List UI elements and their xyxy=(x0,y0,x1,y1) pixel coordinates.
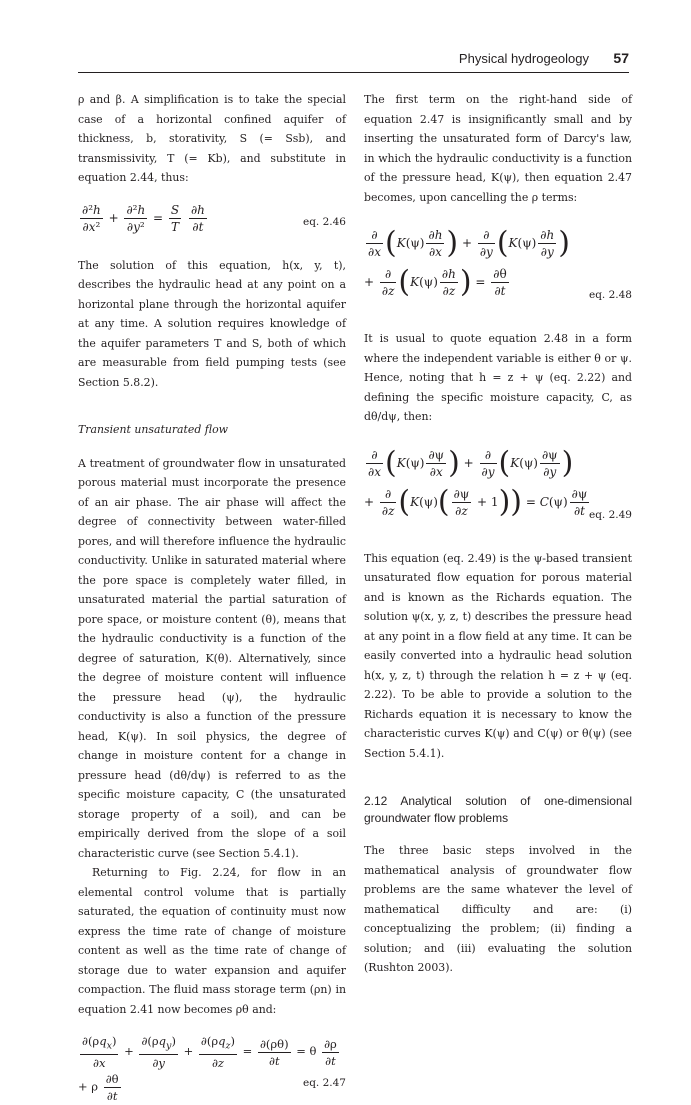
equation-2-46: $\frac{\text{∂²h}}{\text{∂x²}}$ + $\frac{\text{∂²h}}{\text{∂y²}}$ = $\frac{S}{T}$ $\frac{\partial h}{\partial t}$ eq. 2.46 xyxy=(82,202,346,234)
equation-number: eq. 2.49 xyxy=(589,508,632,521)
paragraph: The solution of this equation, h(x, y, t), describes the hydraulic head at any point on a horizontal plane through the horizontal aquifer at any time. A solution requires knowledge of the aquifer parameters T and S, both of which are measurable from field pumping tests (see Section 5.8.2). xyxy=(78,258,346,389)
equation-2-47: $\frac{\partial(\rho q_x)}{\partial x}$ + $\frac{\partial(\rho q_y)}{\partial y}$ + $\frac{\partial(\rho q_z)}{\partial z}$ = $\frac{\partial(\rho\theta)}{\partial t}$ = θ $\frac{\partial\rho}{\partial t}$ + ρ $\frac{\partial\theta}{\partial t}$ eq. 2.47 xyxy=(78,1034,346,1104)
paragraph: This equation (eq. 2.49) is the ψ-based transient unsaturated flow equation for porous material and is known as the Richards equation. The solution ψ(x, y, z, t) describes the pressure head at any point in a flow field at any time. It can be easily converted into a hydraulic head solution h(x, y, z, t) through the relation h = z + ψ (eq. 2.22). To be able to provide a solution to the Richards equation it is necessary to know the characteristic curves K(ψ) and C(ψ) or θ(ψ) (see Section 5.4.1). xyxy=(364,551,632,760)
paragraph: The three basic steps involved in the mathematical analysis of groundwater flow problems are the same whatever the level of mathematical difficulty and are: (i) conceptualizing the problem; (ii) finding a solution; and (iii) evaluating the solution (Rushton 2003). xyxy=(364,844,632,974)
equation-number: eq. 2.48 xyxy=(589,289,632,301)
paragraph: A treatment of groundwater flow in unsaturated porous material must incorporate the presence of an air phase. The air phase will affect the degree of connectivity between water-filled pores, and will therefore influence the hydraulic conductivity. Unlike in saturated material where the pore space is completely water filled, in unsaturated material the partial saturation of pore space, or moisture content (θ), means that the hydraulic conductivity is a function of the degree of saturation, K(θ). Alternatively, since the degree of moisture content will influence the pressure head (ψ), the hydraulic conductivity is also a function of the pressure head, K(ψ). In soil physics, the degree of change in moisture content for a change in pressure head (dθ/dψ) is referred to as the specific moisture capacity, C (the unsaturated storage property of a soil), and can be empirically derived from the slope of a soil characteristic curve (see Section 5.4.1). xyxy=(78,456,346,860)
equation-number: eq. 2.47 xyxy=(303,1077,346,1089)
paragraph: ρ and β. A simplification is to take the special case of a horizontal confined aquifer of thickness, b, storativity, S (= Ssb), and transmissivity, T (= Kb), and substitute in equation 2.44, thus: xyxy=(78,93,346,184)
paragraph: Returning to Fig. 2.24, for flow in an elemental control volume that is partially saturated, the equation of continuity must now express the time rate of change of moisture content as well as the time rate of change of storage due to water expansion and aquifer compaction. The fluid mass storage term (ρn) in equation 2.41 now becomes ρθ and: xyxy=(78,866,346,1016)
paragraph: It is usual to quote equation 2.48 in a form where the independent variable is either θ or ψ. Hence, noting that h = z + ψ (eq. 2.22) and defining the specific moisture capacity, C, as dθ/dψ, then: xyxy=(364,332,632,423)
section-heading: 2.12 Analytical solution of one-dimensional groundwater flow problems xyxy=(364,794,632,825)
equation-number: eq. 2.46 xyxy=(303,215,346,228)
running-title: Physical hydrogeology xyxy=(458,51,589,66)
page-header xyxy=(78,50,629,73)
right-column xyxy=(364,90,632,978)
left-column xyxy=(78,90,346,1105)
equation-2-48: $\frac{\partial}{\partial x}$ (K(ψ) $\frac{\partial h}{\partial x}$ ) + $\frac{\partial}{\partial y}$ (K(ψ) $\frac{\partial h}{\partial y}$ ) + $\frac{\partial}{\partial z}$ (K(ψ) $\frac{\partial h}{\partial z}$ ) = $\frac{\partial\theta}{\partial t}$ eq. 2.48 xyxy=(364,225,632,301)
paragraph: The first term on the right-hand side of equation 2.47 is insignificantly small and by inserting the unsaturated form of Darcy's law, in which the hydraulic conductivity is a function of the pressure head, K(ψ), then equation 2.47 becomes, upon cancelling the ρ terms: xyxy=(364,93,632,204)
equation-2-49: $\frac{\partial}{\partial x}$ (K(ψ) $\frac{\partial\psi}{\partial x}$ ) + $\frac{\partial}{\partial y}$ (K(ψ) $\frac{\partial\psi}{\partial y}$ ) + $\frac{\partial}{\partial z}$ (K(ψ)( $\frac{\partial\psi}{\partial z}$ + 1)) = C(ψ) $\frac{\partial\psi}{\partial t}$ eq. 2.49 xyxy=(364,445,632,521)
subheading: Transient unsaturated flow xyxy=(78,423,228,436)
page-number: 57 xyxy=(613,50,629,66)
